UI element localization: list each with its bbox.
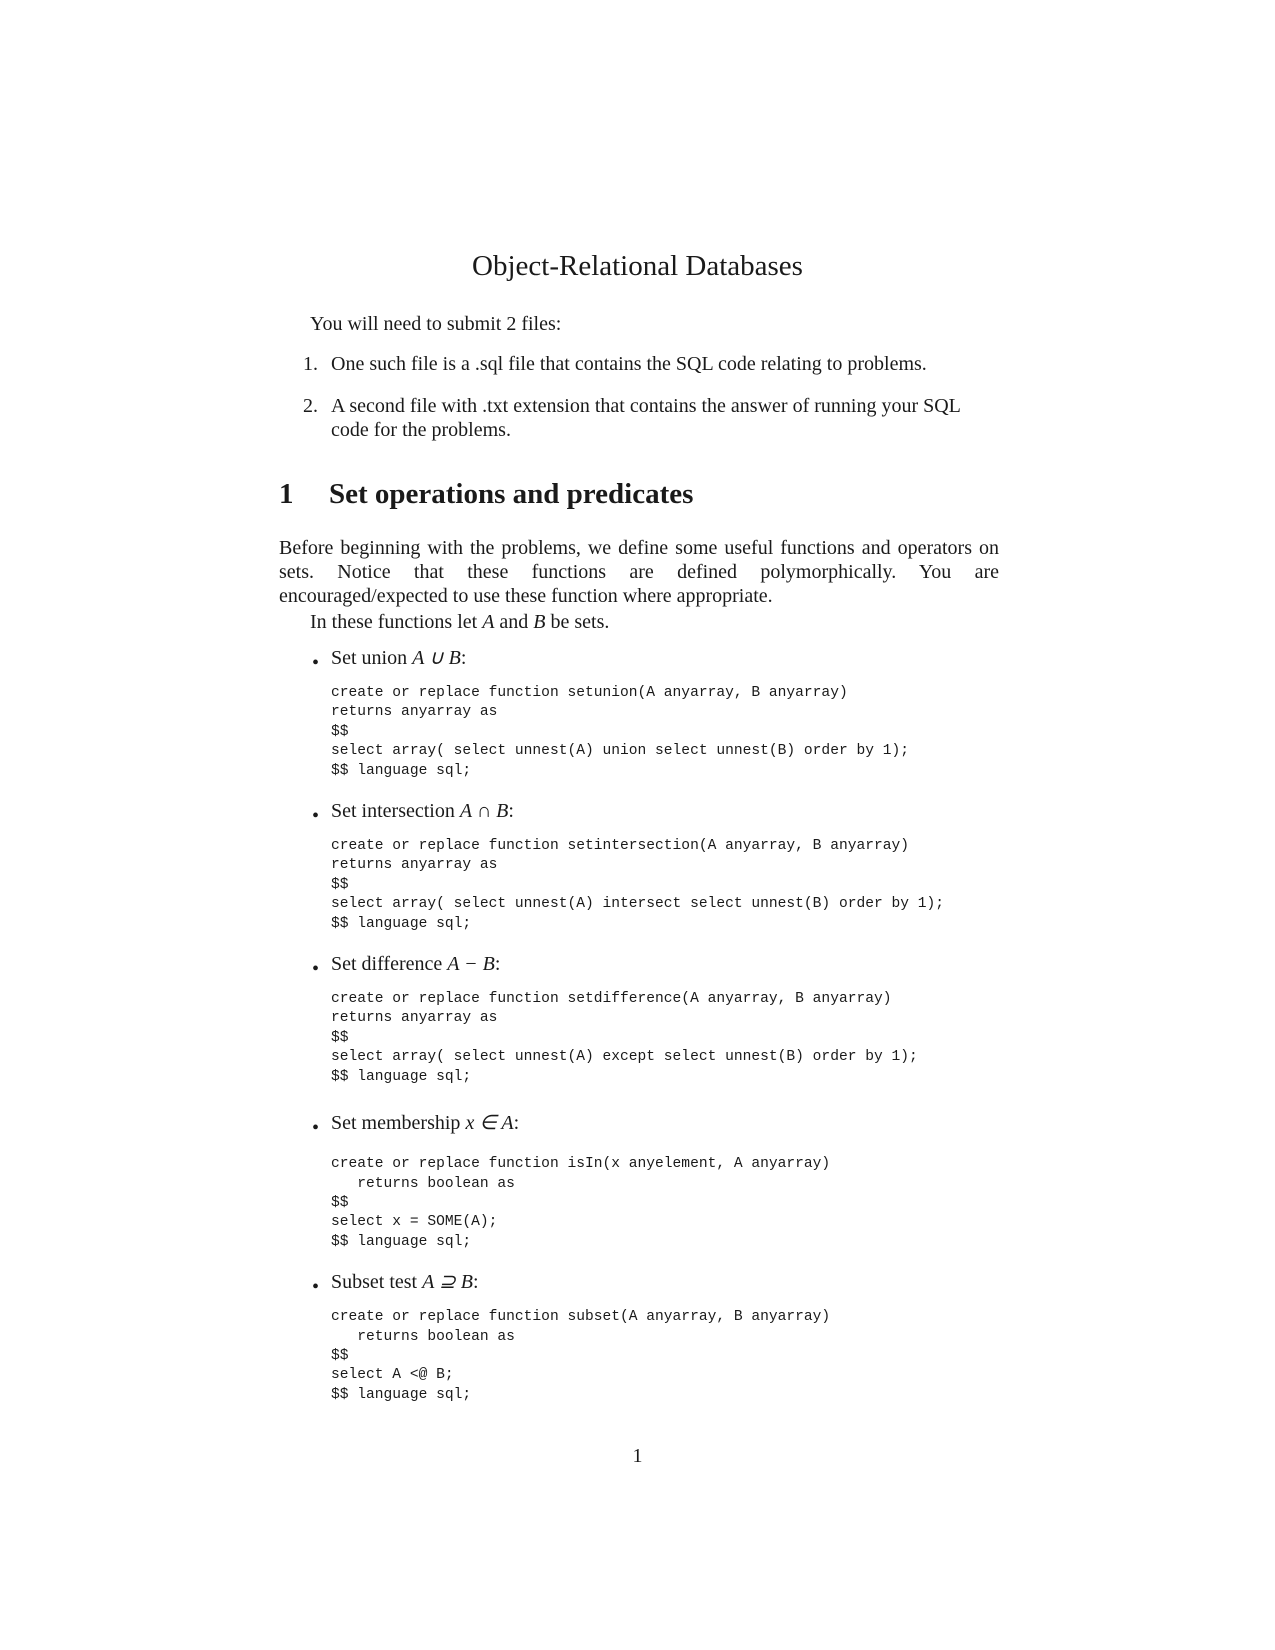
requirements-list <box>279 352 999 460</box>
section-number: 1 <box>279 478 294 510</box>
math-expression: x ∈ A <box>465 1112 514 1135</box>
math-expression: A ∪ B <box>412 647 461 669</box>
bullet-icon: • <box>312 1117 320 1140</box>
section-title: Set operations and predicates <box>329 478 694 510</box>
code-block: create or replace function subset(A anyarray, B anyarray) returns boolean as $$ select A <@ B; $$ language sql; <box>331 1309 831 1403</box>
list-item <box>279 1270 1039 1405</box>
list-item <box>279 952 1039 1087</box>
math-expression: A ∩ B <box>459 800 509 823</box>
code-block: create or replace function setdifference(A anyarray, B anyarray) returns anyarray as $$ select array( select unnest(A) except select unnest(B) order by 1); $$ language sql; <box>331 991 918 1085</box>
section-heading <box>279 478 999 511</box>
function-label: Set union A ∪ B: <box>331 647 467 669</box>
function-label: Subset test A ⊇ B: <box>331 1271 479 1294</box>
math-expression: A ⊇ B <box>422 1271 473 1294</box>
section-paragraph-sets <box>279 610 999 634</box>
list-item-text: One such file is a .sql file that contains the SQL code relating to problems. <box>331 353 927 375</box>
bullet-icon: • <box>312 958 320 981</box>
function-label: Set membership x ∈ A: <box>331 1112 520 1135</box>
paragraph-suffix: be sets. <box>545 611 610 633</box>
list-item-number: 1. <box>303 353 318 375</box>
page-number: 1 <box>632 1445 643 1467</box>
math-expression: A − B <box>447 953 495 976</box>
paragraph-and: and <box>494 611 534 633</box>
function-list <box>279 646 1039 1405</box>
math-var-b: B <box>533 611 546 633</box>
list-item <box>279 394 999 442</box>
code-block: create or replace function setunion(A anyarray, B anyarray) returns anyarray as $$ select array( select unnest(A) union select unnest(B) order by 1); $$ language sql; <box>331 685 910 779</box>
bullet-icon: • <box>312 652 320 674</box>
bullet-icon: • <box>312 805 320 828</box>
math-var-a: A <box>482 611 495 633</box>
bullet-icon: • <box>312 1276 320 1299</box>
list-item <box>279 646 1039 781</box>
paragraph-prefix: In these functions let <box>310 611 483 633</box>
function-label: Set intersection A ∩ B: <box>331 800 514 823</box>
section-paragraph: Before beginning with the problems, we define some useful functions and operators on sets. Notice that these functions are defined polymorphically. You are encouraged/expected to use these function where appropriate. <box>279 537 999 607</box>
code-block: create or replace function isIn(x anyelement, A anyarray) returns boolean as $$ select x = SOME(A); $$ language sql; <box>331 1156 831 1250</box>
list-item <box>279 1111 1039 1252</box>
list-item <box>279 352 999 376</box>
function-label: Set difference A − B: <box>331 953 501 976</box>
list-item <box>279 799 1039 934</box>
list-item-text: A second file with .txt extension that contains the answer of running your SQL code for the problems. <box>331 395 961 441</box>
code-block: create or replace function setintersection(A anyarray, B anyarray) returns anyarray as $$ select array( select unnest(A) intersect select unnest(B) order by 1); $$ language sql; <box>331 838 945 932</box>
document-title: Object-Relational Databases <box>472 250 803 282</box>
list-item-number: 2. <box>303 395 318 417</box>
intro-text: You will need to submit 2 files: <box>310 313 562 335</box>
